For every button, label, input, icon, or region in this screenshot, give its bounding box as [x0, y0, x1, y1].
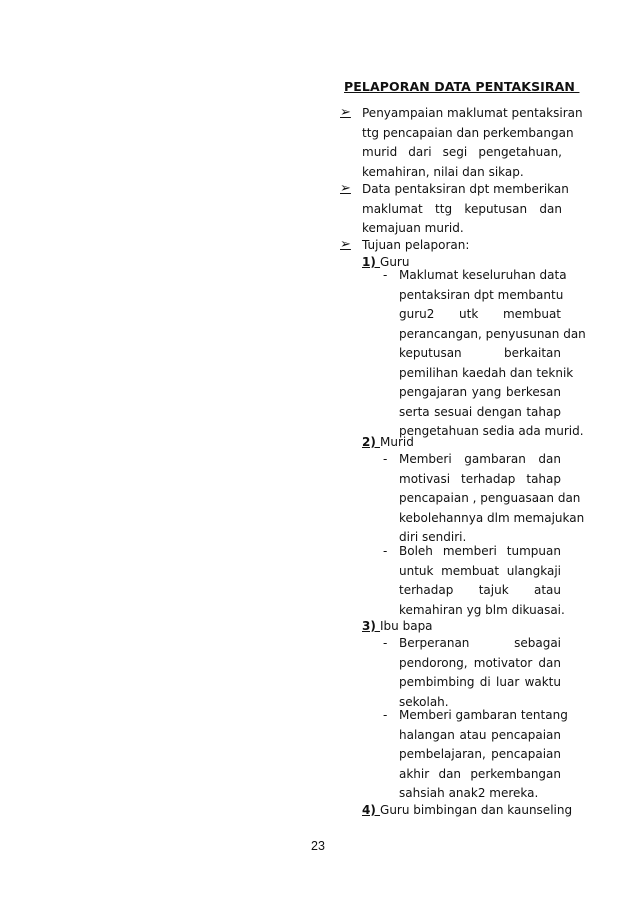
section-number: 3) — [362, 619, 381, 633]
section-number: 1) — [362, 255, 381, 269]
text-line: keputusan berkaitan — [399, 346, 561, 360]
text-line: pembelajaran, pencapaian — [399, 747, 561, 761]
text-line: Penyampaian maklumat pentaksiran — [362, 106, 583, 120]
list-item — [399, 706, 568, 804]
text-line: pengajaran yang berkesan — [399, 385, 561, 399]
dash-marker: - — [383, 268, 388, 282]
text-line: perancangan, penyusunan dan — [399, 326, 586, 341]
text-line: diri sendiri. — [399, 530, 467, 544]
text-line: Tujuan pelaporan: — [362, 238, 470, 252]
arrow-bullet-icon: ➢ — [340, 181, 351, 196]
text-line: Maklumat keseluruhan data — [399, 268, 567, 282]
text-line: sekolah. — [399, 694, 449, 709]
text-line: akhir dan perkembangan — [399, 766, 561, 781]
text-line: pendorong, motivator dan — [399, 655, 561, 670]
section-label: Murid — [380, 435, 414, 449]
text-line: Memberi gambaran tentang — [399, 708, 568, 722]
text-line: maklumat ttg keputusan dan — [362, 201, 562, 216]
text-line: Memberi gambaran dan — [399, 452, 561, 466]
text-line: pencapaian , penguasaan dan — [399, 491, 581, 505]
text-line: pemilihan kaedah dan teknik — [399, 365, 574, 380]
dash-marker: - — [383, 544, 388, 558]
list-item — [399, 542, 565, 620]
bullet-text — [362, 104, 583, 182]
section-label: Guru bimbingan dan kaunseling — [380, 803, 573, 817]
text-line: Boleh memberi tumpuan — [399, 544, 561, 558]
list-item — [399, 450, 585, 548]
section-label: Guru — [380, 255, 410, 269]
list-item — [399, 634, 561, 712]
text-line: guru2 utk membuat — [399, 307, 561, 321]
dash-marker: - — [383, 708, 388, 722]
text-line: serta sesuai dengan tahap — [399, 404, 561, 419]
text-line: kemajuan murid. — [362, 221, 464, 235]
arrow-bullet-icon: ➢ — [340, 105, 351, 120]
section-number: 2) — [362, 435, 381, 449]
text-line: halangan atau pencapaian — [399, 727, 561, 742]
dash-marker: - — [383, 636, 388, 650]
bullet-text — [362, 236, 562, 256]
page-title: PELAPORAN DATA PENTAKSIRAN — [344, 79, 580, 94]
text-line: Data pentaksiran dpt memberikan — [362, 182, 569, 196]
arrow-bullet-icon: ➢ — [340, 237, 351, 252]
text-line: pembimbing di luar waktu — [399, 675, 561, 689]
section-heading — [362, 435, 414, 449]
text-line: pentaksiran dpt membantu — [399, 287, 564, 302]
text-line: kemahiran, nilai dan sikap. — [362, 164, 524, 179]
bullet-text — [362, 180, 569, 239]
text-line: ttg pencapaian dan perkembangan — [362, 125, 574, 140]
section-heading — [362, 803, 572, 817]
list-item — [399, 266, 586, 442]
section-heading — [362, 619, 433, 633]
text-line: kemahiran yg blm dikuasai. — [399, 602, 565, 617]
text-line: kebolehannya dlm memajukan — [399, 510, 585, 525]
text-line: murid dari segi pengetahuan, — [362, 145, 562, 159]
text-line: Berperanan sebagai — [399, 636, 561, 650]
section-label: Ibu bapa — [380, 619, 433, 633]
section-number: 4) — [362, 803, 381, 817]
text-line: pengetahuan sedia ada murid. — [399, 424, 584, 438]
text-line: sahsiah anak2 mereka. — [399, 786, 539, 800]
text-line: untuk membuat ulangkaji — [399, 563, 561, 578]
text-line: motivasi terhadap tahap — [399, 471, 561, 486]
page-number: 23 — [311, 839, 325, 853]
dash-marker: - — [383, 452, 388, 466]
text-line: terhadap tajuk atau — [399, 583, 561, 597]
